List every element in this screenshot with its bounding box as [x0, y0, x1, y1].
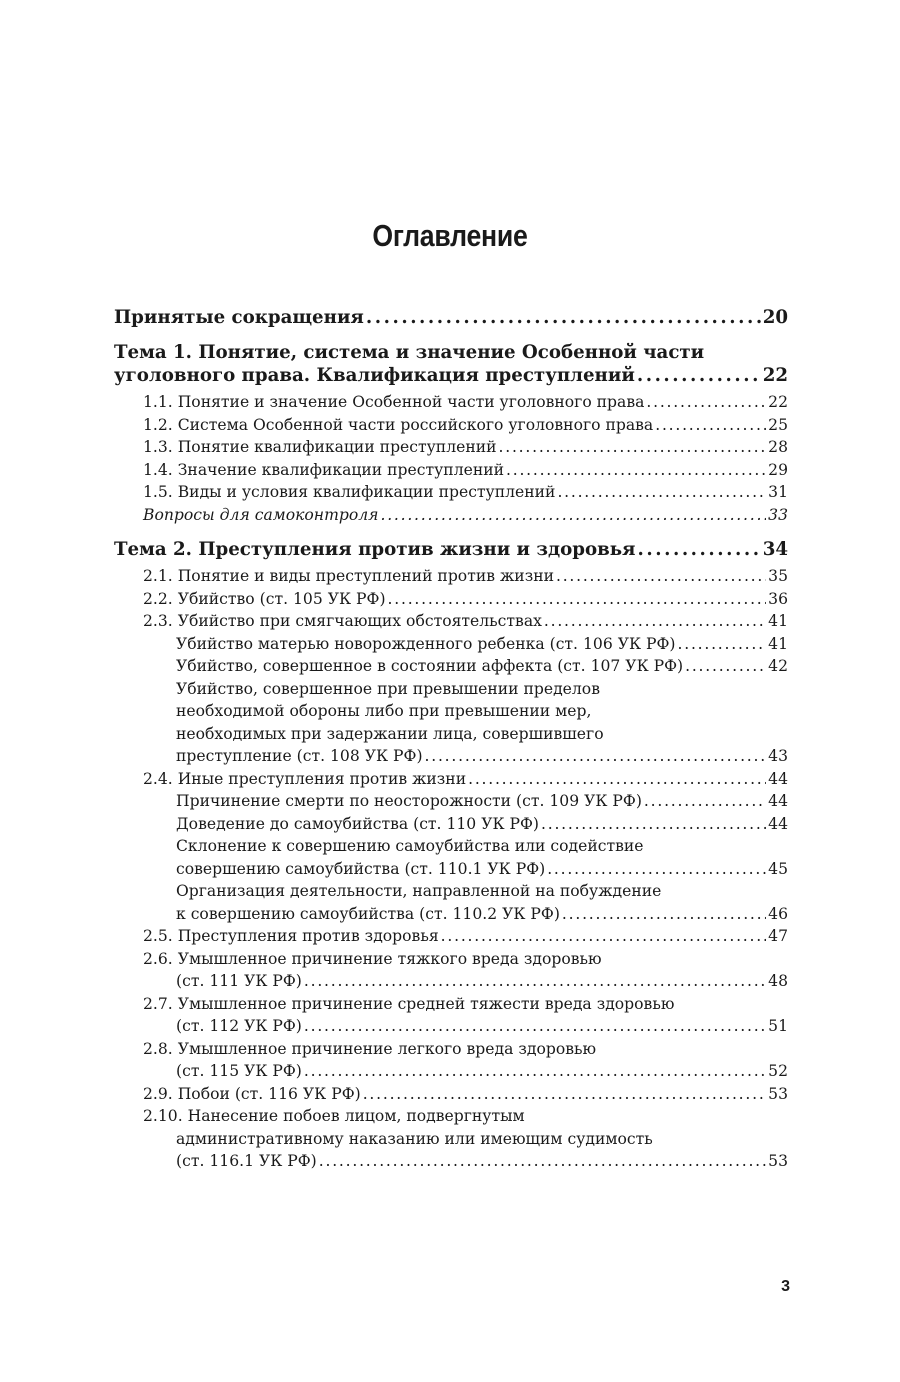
toc-page-number: 46 — [768, 904, 788, 923]
dot-leader — [304, 1060, 766, 1083]
toc-entry-text: 2.10. Нанесение побоев лицом, подвергнутым — [143, 1107, 525, 1125]
dot-leader — [363, 1083, 766, 1106]
toc-entry-section[interactable] — [114, 993, 788, 1038]
toc-entry-text: необходимой обороны либо при превышении мер, — [176, 702, 592, 720]
toc-entry-section[interactable] — [114, 588, 788, 611]
page-number: 3 — [781, 1278, 790, 1295]
dot-leader — [366, 306, 761, 329]
dot-leader — [441, 925, 766, 948]
toc-entry-subsection[interactable] — [114, 655, 788, 678]
toc-page-number: 52 — [768, 1062, 788, 1080]
toc-entry-text: Причинение смерти по неосторожности (ст. 109 УК РФ) — [176, 792, 642, 810]
toc-entry-section[interactable] — [114, 459, 788, 482]
table-of-contents — [114, 306, 788, 1173]
toc-entry-text: 2.8. Умышленное причинение легкого вреда здоровью — [143, 1039, 597, 1058]
toc-entry-section[interactable] — [114, 565, 788, 588]
toc-entry-chapter[interactable] — [114, 306, 788, 329]
dot-leader — [557, 481, 766, 504]
toc-entry-section[interactable] — [114, 1105, 788, 1173]
toc-page-number: 45 — [768, 859, 788, 878]
toc-entry-subsection[interactable] — [114, 790, 788, 813]
page-title: Оглавление — [372, 218, 528, 253]
dot-leader — [319, 1150, 766, 1173]
toc-page-number: 41 — [768, 634, 788, 653]
toc-entry-text: (ст. 111 УК РФ) — [176, 972, 302, 990]
toc-page-number: 53 — [768, 1152, 788, 1170]
toc-entry-text: 2.2. Убийство (ст. 105 УК РФ) — [143, 589, 386, 608]
dot-leader — [468, 768, 766, 791]
toc-entry-text: 2.3. Убийство при смягчающих обстоятельствах — [143, 612, 542, 630]
toc-entry-text: Тема 2. Преступления против жизни и здоровья — [114, 539, 636, 560]
toc-entry-section[interactable] — [114, 948, 788, 993]
dot-leader — [388, 588, 767, 611]
dot-leader — [556, 565, 766, 588]
toc-entry-text: Склонение к совершению самоубийства или содействие — [176, 837, 644, 855]
toc-page-number: 35 — [768, 567, 788, 585]
toc-entry-subsection[interactable] — [114, 678, 788, 768]
toc-page-number: 44 — [768, 792, 788, 810]
toc-page-number: 31 — [768, 483, 788, 501]
toc-entry-section[interactable] — [114, 768, 788, 791]
toc-entry-text: Убийство, совершенное при превышении пределов — [176, 679, 600, 698]
toc-entry-text: Тема 1. Понятие, система и значение Особенной части — [114, 342, 705, 363]
toc-entry-section[interactable] — [114, 414, 788, 437]
dot-leader — [380, 504, 766, 527]
toc-page-number: 47 — [768, 927, 788, 945]
toc-entry-text: 1.3. Понятие квалификации преступлений — [143, 438, 497, 456]
toc-page-number: 28 — [768, 438, 788, 456]
dot-leader — [544, 610, 766, 633]
toc-entry-text: Убийство, совершенное в состоянии аффекта (ст. 107 УК РФ) — [176, 657, 684, 675]
toc-entry-subsection[interactable] — [114, 813, 788, 836]
toc-entry-subsection[interactable] — [114, 835, 788, 880]
toc-entry-text: 2.5. Преступления против здоровья — [143, 927, 439, 945]
dot-leader — [646, 391, 766, 414]
toc-entry-text: 1.2. Система Особенной части российского уголовного права — [143, 415, 654, 434]
toc-entry-section[interactable] — [114, 504, 788, 527]
toc-entry-section[interactable] — [114, 1083, 788, 1106]
dot-leader — [425, 745, 767, 768]
toc-entry-text: 1.5. Виды и условия квалификации преступлений — [143, 483, 556, 501]
toc-entry-text: совершению самоубийства (ст. 110.1 УК РФ) — [176, 859, 546, 878]
dot-leader — [499, 436, 767, 459]
toc-page-number: 34 — [762, 539, 788, 560]
dot-leader — [638, 538, 761, 561]
toc-entry-section[interactable] — [114, 610, 788, 633]
toc-entry-text: Организация деятельности, направленной на побуждение — [176, 882, 662, 900]
toc-page-number: 44 — [768, 769, 788, 788]
dot-leader — [547, 858, 766, 881]
toc-entry-section[interactable] — [114, 391, 788, 414]
toc-page-number: 42 — [768, 657, 788, 675]
toc-entry-text: преступление (ст. 108 УК РФ) — [176, 747, 423, 765]
toc-entry-text: (ст. 116.1 УК РФ) — [176, 1152, 317, 1170]
toc-entry-text: 1.1. Понятие и значение Особенной части уголовного права — [143, 393, 645, 411]
toc-entry-text: Принятые сокращения — [114, 307, 364, 328]
toc-entry-text: 2.7. Умышленное причинение средней тяжести вреда здоровью — [143, 994, 675, 1013]
toc-entry-section[interactable] — [114, 481, 788, 504]
dot-leader — [304, 1015, 766, 1038]
dot-leader — [541, 813, 766, 836]
toc-entry-section[interactable] — [114, 1038, 788, 1083]
toc-page-number: 51 — [768, 1017, 788, 1035]
toc-entry-text: 2.1. Понятие и виды преступлений против жизни — [143, 567, 554, 585]
dot-leader — [655, 414, 766, 437]
dot-leader — [637, 364, 761, 387]
dot-leader — [562, 903, 766, 926]
toc-entry-text: (ст. 112 УК РФ) — [176, 1017, 302, 1035]
toc-entry-text: 2.4. Иные преступления против жизни — [143, 769, 467, 788]
toc-page-number: 36 — [768, 589, 788, 608]
toc-page-number: 22 — [762, 365, 788, 386]
toc-entry-text: к совершению самоубийства (ст. 110.2 УК РФ) — [176, 904, 560, 923]
toc-entry-section[interactable] — [114, 925, 788, 948]
toc-entry-subsection[interactable] — [114, 880, 788, 925]
toc-page-number: 43 — [768, 747, 788, 765]
toc-entry-chapter[interactable] — [114, 538, 788, 561]
dot-leader — [644, 790, 766, 813]
toc-page-number: 48 — [768, 972, 788, 990]
toc-page-number: 41 — [768, 612, 788, 630]
toc-entry-text: 1.4. Значение квалификации преступлений — [143, 460, 505, 479]
toc-page-number: 29 — [768, 460, 788, 479]
toc-page-number: 25 — [768, 415, 788, 434]
toc-entry-text: необходимых при задержании лица, совершившего — [176, 724, 604, 743]
dot-leader — [685, 655, 766, 678]
toc-entry-text: административному наказанию или имеющим судимость — [176, 1129, 653, 1148]
toc-entry-chapter[interactable] — [114, 341, 788, 387]
dot-leader — [304, 970, 766, 993]
dot-leader — [678, 633, 767, 656]
toc-entry-text: Вопросы для самоконтроля — [143, 505, 379, 524]
toc-entry-subsection[interactable] — [114, 633, 788, 656]
toc-page-number: 53 — [768, 1084, 788, 1103]
toc-page-number: 33 — [768, 505, 788, 524]
toc-entry-text: (ст. 115 УК РФ) — [176, 1062, 302, 1080]
toc-entry-section[interactable] — [114, 436, 788, 459]
toc-page-number: 44 — [768, 814, 788, 833]
toc-entry-text: 2.9. Побои (ст. 116 УК РФ) — [143, 1084, 361, 1103]
toc-entry-text: Доведение до самоубийства (ст. 110 УК РФ) — [176, 814, 540, 833]
toc-page-number: 22 — [768, 393, 788, 411]
toc-entry-text: 2.6. Умышленное причинение тяжкого вреда здоровью — [143, 949, 602, 968]
toc-page-number: 20 — [762, 307, 788, 328]
toc-entry-text: уголовного права. Квалификация преступлений — [114, 365, 635, 386]
dot-leader — [506, 459, 766, 482]
toc-entry-text: Убийство матерью новорожденного ребенка (ст. 106 УК РФ) — [176, 634, 676, 653]
